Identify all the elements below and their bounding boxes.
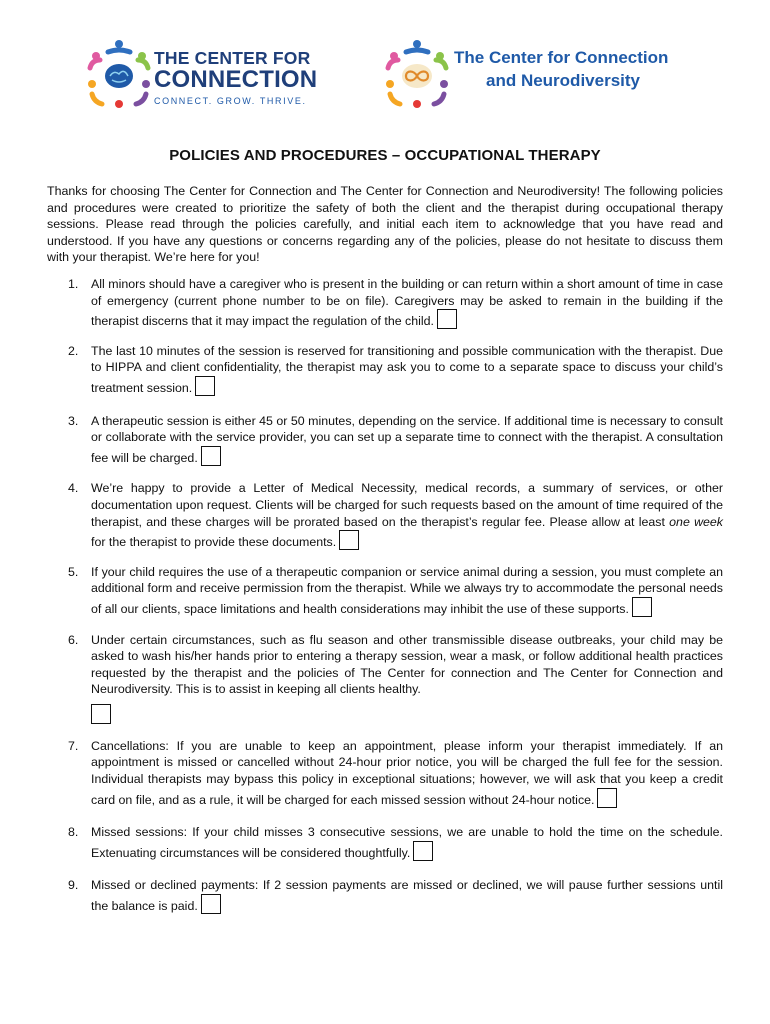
initial-checkbox-7[interactable] bbox=[597, 788, 617, 808]
header-logos bbox=[0, 36, 770, 116]
item-number: 4. bbox=[68, 481, 79, 496]
policy-item-8 bbox=[47, 824, 723, 861]
item-text-a: We’re happy to provide a Letter of Medical Necessity, medical records, a summary of services, or other documentation upon request. Clients will be charged for such requests based on the amount of time required of the therapist, and these charges will be prorated based on the therapist’s regular fee. Please allow at least bbox=[91, 481, 723, 529]
logo1-tagline: CONNECT. GROW. THRIVE. bbox=[154, 96, 307, 106]
logo2-line1: The Center for Connection bbox=[454, 48, 669, 67]
item-number: 9. bbox=[68, 878, 79, 893]
policy-list bbox=[47, 276, 723, 915]
item-text: Missed or declined payments: If 2 session payments are missed or declined, we will pause further sessions until the balance is paid. bbox=[91, 878, 723, 914]
item-number: 2. bbox=[68, 343, 79, 358]
item-text: Missed sessions: If your child misses 3 consecutive sessions, we are unable to hold the time on the schedule. Extenuating circumstances will be considered thoughtfully. bbox=[91, 825, 723, 860]
initial-checkbox-8[interactable] bbox=[413, 841, 433, 861]
item-text: The last 10 minutes of the session is reserved for transitioning and possible communication with the therapist. Due to HIPPA and client confidentiality, the therapist may ask you to come to a separate space to discuss your child’s treatment session. bbox=[91, 343, 723, 395]
page-title: POLICIES AND PROCEDURES – OCCUPATIONAL THERAPY bbox=[169, 147, 601, 164]
policy-item-5 bbox=[47, 564, 723, 618]
brain-people-icon bbox=[86, 38, 152, 110]
logo1-line2: CONNECTION bbox=[154, 66, 318, 93]
center-for-connection-logo bbox=[86, 38, 316, 110]
item-number: 8. bbox=[68, 825, 79, 840]
item-text: Cancellations: If you are unable to keep an appointment, please inform your therapist immediately. If an appointment is missed or cancelled without 24-hour prior notice, you will be charged the full fee for the session. Individual therapists may bypass this policy in exceptional situations; however, we will ask that you keep a credit card on file, and as a rule, it will be charged for each missed session without 24-hour notice. bbox=[91, 738, 723, 807]
infinity-people-icon bbox=[384, 38, 450, 110]
logo1-line1: THE CENTER FOR bbox=[154, 48, 311, 68]
center-for-connection-neurodiversity-logo bbox=[384, 38, 684, 110]
logo2-line2: and Neurodiversity bbox=[486, 71, 640, 90]
policy-item-7 bbox=[47, 738, 723, 808]
initial-checkbox-6[interactable] bbox=[91, 704, 111, 724]
item-number: 3. bbox=[68, 413, 79, 428]
item-text: A therapeutic session is either 45 or 50 minutes, depending on the service. If additional time is necessary to consult or collaborate with the service provider, you can set up a separate time to connect with the therapist. A consultation fee will be charged. bbox=[91, 413, 723, 465]
item-number: 7. bbox=[68, 738, 79, 753]
item-text-emphasis: one week bbox=[669, 514, 723, 529]
initial-checkbox-3[interactable] bbox=[201, 446, 221, 466]
initial-checkbox-1[interactable] bbox=[437, 309, 457, 329]
policy-item-2 bbox=[47, 343, 723, 397]
item-text: All minors should have a caregiver who is present in the building or can return within a short amount of time in case of emergency (current phone number to be on file). Caregivers may be asked to remain in the building if the therapist discerns that it may impact the regulation of the child. bbox=[91, 277, 723, 329]
intro-paragraph: Thanks for choosing The Center for Connection and The Center for Connection and Neurodiversity! The following policies and procedures were created to prioritize the safety of both the client and the therapist during occupational therapy sessions. Please read through the policies carefully, and initial each item to acknowledge that you have read and understood. If you have any questions or concerns regarding any of the policies, please do not hesitate to discuss them with your therapist. We’re here for you! bbox=[47, 184, 723, 265]
initial-checkbox-9[interactable] bbox=[201, 894, 221, 914]
item-text: If your child requires the use of a therapeutic companion or service animal during a session, you must complete an additional form and receive permission from the therapist. While we always try to accommodate the personal needs of all our clients, space limitations and health considerations may inhibit the use of these supports. bbox=[91, 564, 723, 616]
policy-item-6 bbox=[47, 632, 723, 724]
item-number: 1. bbox=[68, 277, 79, 291]
item-number: 5. bbox=[68, 564, 79, 579]
item-number: 6. bbox=[68, 632, 79, 647]
policy-item-3 bbox=[47, 413, 723, 467]
initial-checkbox-5[interactable] bbox=[632, 597, 652, 617]
initial-checkbox-2[interactable] bbox=[195, 376, 215, 396]
policy-item-4 bbox=[47, 480, 723, 550]
item-text: Under certain circumstances, such as flu season and other transmissible disease outbreaks, your child may be asked to wash his/her hands prior to entering a therapy session, wear a mask, or follow additional health practices requested by the therapist and the policies of The Center for connection and The Center for Connection and Neurodiversity. This is to assist in keeping all clients healthy. bbox=[91, 632, 723, 697]
initial-checkbox-4[interactable] bbox=[339, 530, 359, 550]
item-text-b: for the therapist to provide these documents. bbox=[91, 535, 337, 550]
policy-item-1 bbox=[47, 276, 723, 330]
policy-item-9 bbox=[47, 877, 723, 914]
